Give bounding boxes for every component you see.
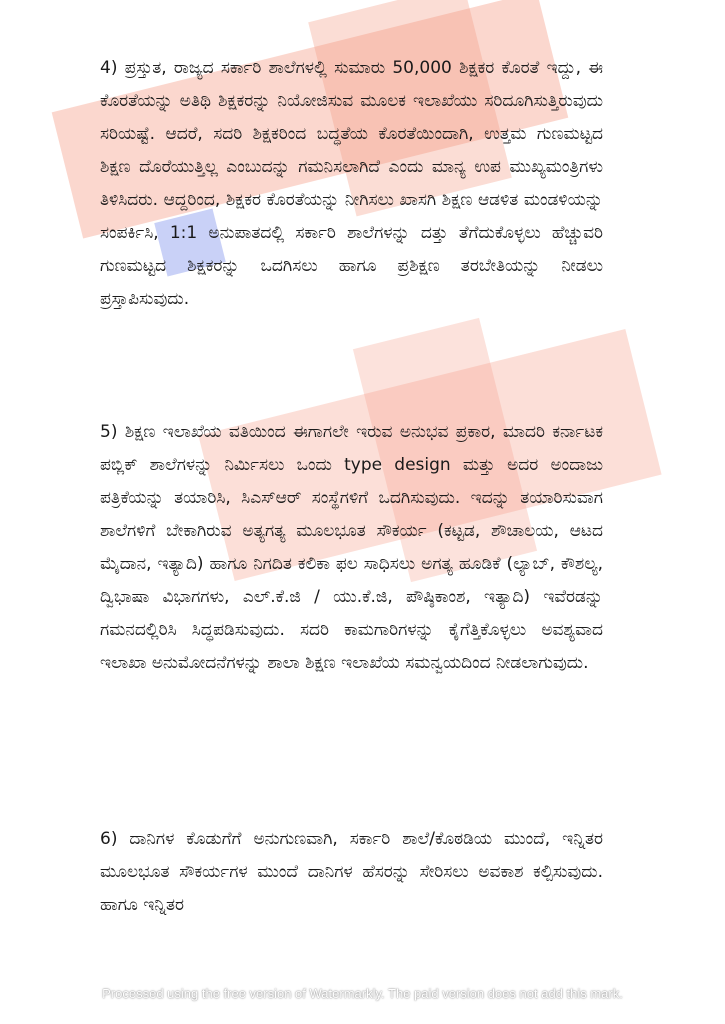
paragraph-text: 4) ಪ್ರಸ್ತುತ, ರಾಜ್ಯದ ಸರ್ಕಾರಿ ಶಾಲೆಗಳಲ್ಲಿ ಸುಮಾರು 50,000 ಶಿಕ್ಷಕರ ಕೊರತೆ ಇದ್ದು, ಈ ಕೊರತೆಯನ್ನು ಅತಿಥಿ ಶಿಕ್ಷಕರನ್ನು ನಿಯೋಜಿಸುವ ಮೂಲಕ ಇಲಾಖೆಯು ಸರಿದೂಗಿಸುತ್ತಿರುವುದು ಸರಿಯಷ್ಟೆ. ಆದರೆ, ಸದರಿ ಶಿಕ್ಷಕರಿಂದ ಬದ್ಧತೆಯ ಕೊರತೆಯಿಂದಾಗಿ, ಉತ್ತಮ ಗುಣಮಟ್ಟದ ಶಿಕ್ಷಣ ದೊರೆಯುತ್ತಿಲ್ಲ ಎಂಬುದನ್ನು ಗಮನಿಸಲಾಗಿದೆ ಎಂದು ಮಾನ್ಯ ಉಪ ಮುಖ್ಯಮಂತ್ರಿಗಳು ತಿಳಿಸಿದರು. ಆದ್ದರಿಂದ, ಶಿಕ್ಷಕರ ಕೊರತೆಯನ್ನು ನೀಗಿಸಲು ಖಾಸಗಿ ಶಿಕ್ಷಣ ಆಡಳಿತ ಮಂಡಳಿಯನ್ನು ಸಂಪರ್ಕಿಸಿ, 1:1 ಅನುಪಾತದಲ್ಲಿ ಸರ್ಕಾರಿ ಶಾಲೆಗಳನ್ನು ದತ್ತು ತೆಗೆದುಕೊಳ್ಳಲು ಹೆಚ್ಚುವರಿ ಗುಣಮಟ್ಟದ ಶಿಕ್ಷಕರನ್ನು ಒದಗಿಸಲು ಹಾಗೂ ಪ್ರಶಿಕ್ಷಣ ತರಬೇತಿಯನ್ನು ನೀಡಲು ಪ್ರಸ್ತಾಪಿಸುವುದು. xyxy=(100,58,603,309)
paragraph-5 xyxy=(100,416,603,680)
paragraph-6 xyxy=(100,823,603,922)
paragraph-text: 5) ಶಿಕ್ಷಣ ಇಲಾಖೆಯ ವತಿಯಿಂದ ಈಗಾಗಲೇ ಇರುವ ಅನುಭವ ಪ್ರಕಾರ, ಮಾದರಿ ಕರ್ನಾಟಕ ಪಬ್ಲಿಕ್ ಶಾಲೆಗಳನ್ನು ನಿರ್ಮಿಸಲು ಒಂದು type design ಮತ್ತು ಅದರ ಅಂದಾಜು ಪತ್ರಿಕೆಯನ್ನು ತಯಾರಿಸಿ, ಸಿಎಸ್‌ಆರ್ ಸಂಸ್ಥೆಗಳಿಗೆ ಒದಗಿಸುವುದು. ಇದನ್ನು ತಯಾರಿಸುವಾಗ ಶಾಲೆಗಳಿಗೆ ಬೇಕಾಗಿರುವ ಅತ್ಯಗತ್ಯ ಮೂಲಭೂತ ಸೌಕರ್ಯ (ಕಟ್ಟಡ, ಶೌಚಾಲಯ, ಆಟದ ಮೈದಾನ, ಇತ್ಯಾದಿ) ಹಾಗೂ ನಿಗದಿತ ಕಲಿಕಾ ಫಲ ಸಾಧಿಸಲು ಅಗತ್ಯ ಹೂಡಿಕೆ (ಲ್ಯಾಬ್, ಕೌಶಲ್ಯ, ದ್ವಿಭಾಷಾ ವಿಭಾಗಗಳು, ಎಲ್.ಕೆ.ಜಿ / ಯು.ಕೆ.ಜಿ, ಪೌಷ್ಠಿಕಾಂಶ, ಇತ್ಯಾದಿ) ಇವೆರಡನ್ನು ಗಮನದಲ್ಲಿರಿಸಿ ಸಿದ್ಧಪಡಿಸುವುದು. ಸದರಿ ಕಾಮಗಾರಿಗಳನ್ನು ಕೈಗೆತ್ತಿಕೊಳ್ಳಲು ಅವಶ್ಯವಾದ ಇಲಾಖಾ ಅನುಮೋದನೆಗಳನ್ನು ಶಾಲಾ ಶಿಕ್ಷಣ ಇಲಾಖೆಯ ಸಮನ್ವಯದಿಂದ ನೀಡಲಾಗುವುದು. xyxy=(100,422,603,673)
paragraph-text: 6) ದಾನಿಗಳ ಕೊಡುಗೆಗೆ ಅನುಗುಣವಾಗಿ, ಸರ್ಕಾರಿ ಶಾಲೆ/ಕೊಠಡಿಯ ಮುಂದೆ, ಇನ್ನಿತರ ಮೂಲಭೂತ ಸೌಕರ್ಯಗಳ ಮುಂದೆ ದಾನಿಗಳ ಹೆಸರನ್ನು ಸೇರಿಸಲು ಅವಕಾಶ ಕಲ್ಪಿಸುವುದು. ಹಾಗೂ ಇನ್ನಿತರ xyxy=(100,829,603,915)
paragraph-4 xyxy=(100,52,603,316)
watermark-footer-text: Processed using the free version of Watermarkly. The paid version does not add this mark. xyxy=(102,986,623,1001)
